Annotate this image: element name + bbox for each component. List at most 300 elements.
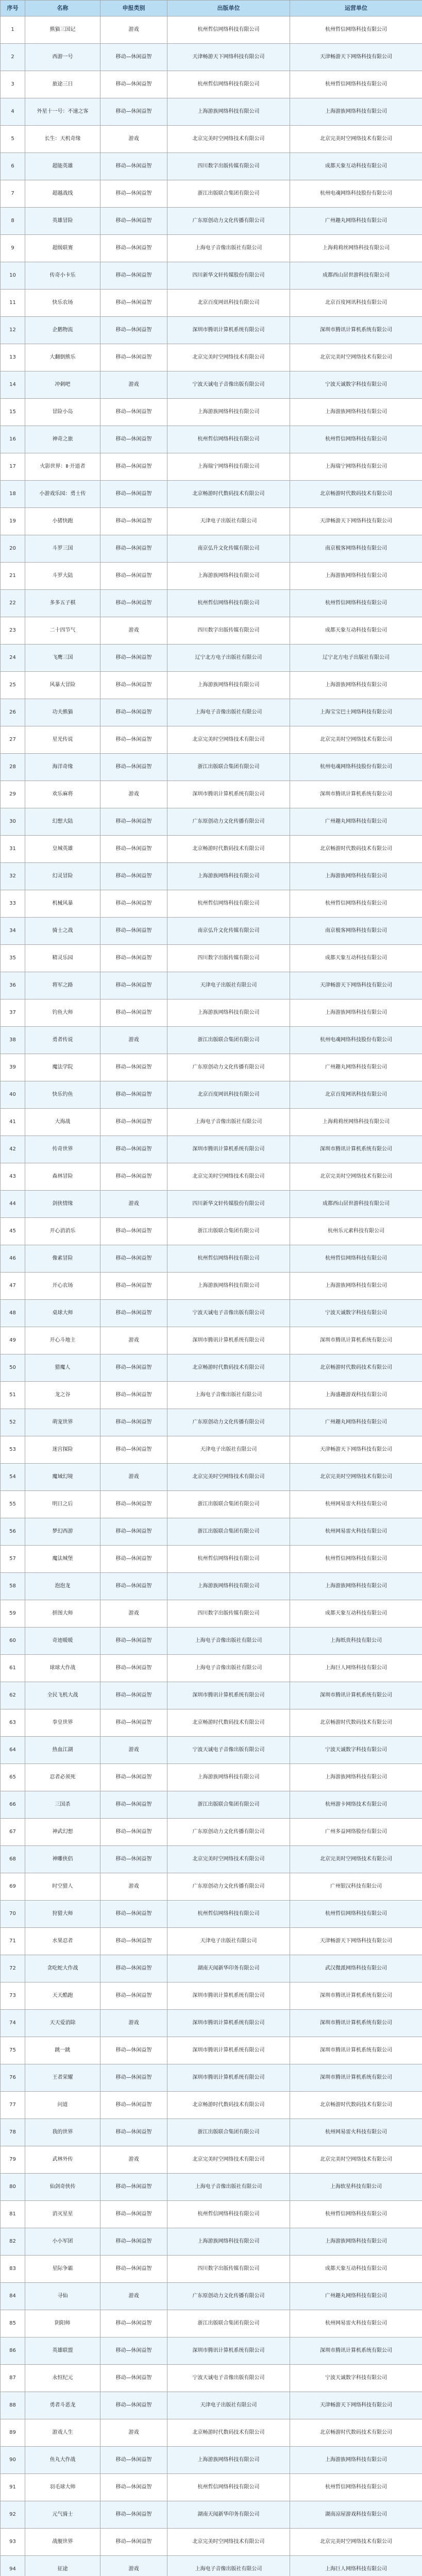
cell-category: 游戏	[100, 617, 167, 645]
table-row	[1, 535, 422, 563]
table-row	[1, 2283, 422, 2310]
cell-publisher: 广东原创动力文化传播有限公司	[167, 2283, 290, 2310]
cell-category: 移动—休闲益智	[100, 317, 167, 344]
cell-category: 移动—休闲益智	[100, 208, 167, 235]
cell-publisher: 北京畅游时代数码技术有限公司	[167, 2419, 290, 2447]
cell-publisher: 上海游族网络科技有限公司	[167, 863, 290, 890]
cell-category: 移动—休闲益智	[100, 1273, 167, 1300]
cell-category: 游戏	[100, 2556, 167, 2576]
table-row	[1, 999, 422, 1027]
table-row	[1, 1382, 422, 1409]
cell-category: 移动—休闲益智	[100, 2529, 167, 2556]
cell-name: 桌球大师	[25, 1300, 100, 1327]
cell-index: 21	[1, 563, 25, 590]
table-row	[1, 71, 422, 98]
cell-publisher: 四川数字出版传媒有限公司	[167, 2256, 290, 2283]
cell-index: 5	[1, 126, 25, 153]
cell-category: 游戏	[100, 2419, 167, 2447]
cell-category: 游戏	[100, 2283, 167, 2310]
cell-index: 13	[1, 344, 25, 371]
cell-category: 移动—休闲益智	[100, 1382, 167, 1409]
table-row	[1, 2064, 422, 2092]
cell-publisher: 广东原创动力文化传播有限公司	[167, 208, 290, 235]
table-row	[1, 2556, 422, 2576]
cell-index: 11	[1, 290, 25, 317]
cell-publisher: 北京完美时空网络技术有限公司	[167, 126, 290, 153]
cell-publisher: 上海电子音像出版社有限公司	[167, 1382, 290, 1409]
cell-operator: 杭州哲信网络科技有限公司	[290, 71, 422, 98]
cell-operator: 北京完美时空网络技术有限公司	[290, 1846, 422, 1873]
cell-operator: 北京完美时空网络技术有限公司	[290, 726, 422, 754]
table-row	[1, 2174, 422, 2201]
cell-publisher: 南京弘升文化传媒有限公司	[167, 918, 290, 945]
cell-operator: 宁波天诚数字科技有限公司	[290, 371, 422, 399]
table-row	[1, 945, 422, 972]
cell-name: 幻灵冒险	[25, 863, 100, 890]
cell-name: 星际争霸	[25, 2256, 100, 2283]
cell-publisher: 天津电子出版社有限公司	[167, 508, 290, 535]
table-row	[1, 180, 422, 208]
cell-publisher: 北京完美时空网络技术有限公司	[167, 1846, 290, 1873]
cell-index: 61	[1, 1655, 25, 1682]
table-row	[1, 1436, 422, 1464]
cell-category: 移动—休闲益智	[100, 918, 167, 945]
cell-operator: 北京完美时空网络技术有限公司	[290, 344, 422, 371]
cell-operator: 天津畅游天下网络科技有限公司	[290, 1436, 422, 1464]
cell-publisher: 北京畅游时代数码技术有限公司	[167, 1709, 290, 1737]
cell-publisher: 湖南天闻新华印务有限公司	[167, 2501, 290, 2529]
cell-category: 移动—休闲益智	[100, 699, 167, 726]
cell-category: 移动—休闲益智	[100, 2447, 167, 2474]
table-row	[1, 1819, 422, 1846]
table-row	[1, 672, 422, 699]
cell-category: 移动—休闲益智	[100, 2201, 167, 2228]
cell-index: 25	[1, 672, 25, 699]
cell-publisher: 深圳市腾讯计算机系统有限公司	[167, 1982, 290, 2010]
cell-category: 移动—休闲益智	[100, 2310, 167, 2337]
cell-index: 15	[1, 399, 25, 426]
cell-name: 永恒纪元	[25, 2365, 100, 2392]
cell-index: 63	[1, 1709, 25, 1737]
cell-category: 移动—休闲益智	[100, 2092, 167, 2119]
cell-category: 移动—休闲益智	[100, 1300, 167, 1327]
cell-publisher: 宁波天诚电子音像出版有限公司	[167, 1737, 290, 1764]
table-row	[1, 16, 422, 44]
cell-index: 53	[1, 1436, 25, 1464]
cell-index: 40	[1, 1081, 25, 1109]
cell-publisher: 上海电子音像出版社有限公司	[167, 2174, 290, 2201]
cell-category: 移动—休闲益智	[100, 2392, 167, 2419]
cell-name: 球球大作战	[25, 1655, 100, 1682]
cell-operator: 北京畅游时代数码技术有限公司	[290, 1354, 422, 1382]
cell-publisher: 南京弘升文化传媒有限公司	[167, 535, 290, 563]
cell-index: 43	[1, 1163, 25, 1191]
cell-operator: 广州趣丸网络科技有限公司	[290, 1054, 422, 1081]
cell-index: 70	[1, 1901, 25, 1928]
cell-operator: 南京极客网络科技有限公司	[290, 918, 422, 945]
cell-index: 7	[1, 180, 25, 208]
cell-publisher: 广东原创动力文化传播有限公司	[167, 808, 290, 836]
cell-operator: 天津畅游天下网络科技有限公司	[290, 44, 422, 71]
cell-name: 战舰世界	[25, 2529, 100, 2556]
cell-publisher: 杭州哲信网络科技有限公司	[167, 1546, 290, 1573]
cell-category: 移动—休闲益智	[100, 1109, 167, 1136]
cell-operator: 广州趣丸网络科技有限公司	[290, 1409, 422, 1436]
cell-index: 52	[1, 1409, 25, 1436]
cell-operator: 杭州哲信网络科技有限公司	[290, 1245, 422, 1273]
cell-operator: 北京百度网讯科技有限公司	[290, 290, 422, 317]
cell-category: 移动—休闲益智	[100, 999, 167, 1027]
cell-publisher: 浙江出版联合集团有限公司	[167, 180, 290, 208]
cell-category: 移动—休闲益智	[100, 262, 167, 290]
cell-publisher: 广东原创动力文化传播有限公司	[167, 1873, 290, 1901]
cell-name: 皇城英雄	[25, 836, 100, 863]
cell-category: 移动—休闲益智	[100, 645, 167, 672]
cell-operator: 杭州网易雷火科技有限公司	[290, 1518, 422, 1546]
cell-name: 萌宠世界	[25, 1409, 100, 1436]
cell-category: 移动—休闲益智	[100, 1054, 167, 1081]
cell-name: 外星十一号：不速之客	[25, 98, 100, 126]
cell-operator: 上海游族网络科技有限公司	[290, 2228, 422, 2256]
cell-name: 神雕侠侣	[25, 1846, 100, 1873]
cell-index: 65	[1, 1764, 25, 1791]
cell-category: 游戏	[100, 781, 167, 808]
cell-operator: 上海游族网络科技有限公司	[290, 399, 422, 426]
table-row	[1, 426, 422, 453]
table-row	[1, 2337, 422, 2365]
cell-index: 58	[1, 1573, 25, 1600]
cell-publisher: 北京百度网讯科技有限公司	[167, 1081, 290, 1109]
table-row	[1, 2447, 422, 2474]
cell-index: 23	[1, 617, 25, 645]
cell-index: 76	[1, 2064, 25, 2092]
header-index: 序号	[1, 1, 25, 16]
cell-index: 26	[1, 699, 25, 726]
cell-name: 天天爱消除	[25, 2010, 100, 2037]
cell-name: 仙剑奇侠传	[25, 2174, 100, 2201]
cell-category: 移动—休闲益智	[100, 2256, 167, 2283]
cell-publisher: 深圳市腾讯计算机系统有限公司	[167, 317, 290, 344]
cell-publisher: 辽宁北方电子出版社有限公司	[167, 645, 290, 672]
table-row	[1, 1928, 422, 1955]
cell-name: 小小军团	[25, 2228, 100, 2256]
cell-index: 18	[1, 481, 25, 508]
cell-category: 移动—休闲益智	[100, 1819, 167, 1846]
cell-index: 22	[1, 590, 25, 617]
cell-publisher: 上海游族网络科技有限公司	[167, 2228, 290, 2256]
cell-operator: 杭州电魂网络科技股份有限公司	[290, 1027, 422, 1054]
table-row	[1, 44, 422, 71]
cell-category: 移动—休闲益智	[100, 2064, 167, 2092]
cell-category: 游戏	[100, 1873, 167, 1901]
cell-publisher: 湖南天闻新华印务有限公司	[167, 1955, 290, 1982]
cell-index: 8	[1, 208, 25, 235]
header-category: 申报类别	[100, 1, 167, 16]
table-row	[1, 1846, 422, 1873]
cell-operator: 深圳市腾讯计算机系统有限公司	[290, 2064, 422, 2092]
cell-name: 神奇之旅	[25, 426, 100, 453]
cell-index: 93	[1, 2529, 25, 2556]
table-row	[1, 371, 422, 399]
cell-publisher: 北京完美时空网络技术有限公司	[167, 2529, 290, 2556]
cell-operator: 上海宝宝巴士网络科技有限公司	[290, 699, 422, 726]
cell-category: 移动—休闲益智	[100, 290, 167, 317]
table-row	[1, 1327, 422, 1354]
cell-publisher: 天津电子出版社有限公司	[167, 2392, 290, 2419]
cell-operator: 成都天象互动科技有限公司	[290, 153, 422, 180]
cell-index: 59	[1, 1600, 25, 1628]
table-row	[1, 2092, 422, 2119]
cell-operator: 上海巨人网络科技有限公司	[290, 2556, 422, 2576]
cell-index: 47	[1, 1273, 25, 1300]
cell-publisher: 广东原创动力文化传播有限公司	[167, 1054, 290, 1081]
cell-index: 77	[1, 2092, 25, 2119]
cell-operator: 上海游族网络科技有限公司	[290, 1573, 422, 1600]
cell-name: 传奇世界	[25, 1136, 100, 1163]
cell-publisher: 北京完美时空网络技术有限公司	[167, 344, 290, 371]
cell-operator: 上海纸贵科技有限公司	[290, 1628, 422, 1655]
cell-name: 斗罗大陆	[25, 563, 100, 590]
table-row	[1, 2529, 422, 2556]
cell-operator: 广州多益网络股份有限公司	[290, 1819, 422, 1846]
cell-index: 73	[1, 1982, 25, 2010]
table-row	[1, 1682, 422, 1709]
cell-category: 移动—休闲益智	[100, 808, 167, 836]
cell-category: 移动—休闲益智	[100, 1982, 167, 2010]
cell-publisher: 杭州哲信网络科技有限公司	[167, 16, 290, 44]
cell-index: 14	[1, 371, 25, 399]
cell-name: 欢乐麻将	[25, 781, 100, 808]
cell-publisher: 四川新华文轩传媒股份有限公司	[167, 1191, 290, 1218]
cell-publisher: 上海游族网络科技有限公司	[167, 672, 290, 699]
table-row	[1, 1491, 422, 1518]
table-row	[1, 2419, 422, 2447]
cell-category: 移动—休闲益智	[100, 2337, 167, 2365]
cell-name: 传奇小卡乐	[25, 262, 100, 290]
cell-index: 1	[1, 16, 25, 44]
table-row	[1, 1191, 422, 1218]
cell-name: 拼图大师	[25, 1600, 100, 1628]
cell-operator: 深圳市腾讯计算机系统有限公司	[290, 1136, 422, 1163]
cell-index: 37	[1, 999, 25, 1027]
cell-index: 20	[1, 535, 25, 563]
cell-name: 游戏人生	[25, 2419, 100, 2447]
cell-operator: 成都天象互动科技有限公司	[290, 617, 422, 645]
table-row	[1, 2146, 422, 2174]
cell-name: 武林外传	[25, 2146, 100, 2174]
cell-operator: 宁波天诚数字科技有限公司	[290, 1737, 422, 1764]
table-row	[1, 2201, 422, 2228]
cell-index: 19	[1, 508, 25, 535]
cell-publisher: 杭州哲信网络科技有限公司	[167, 1901, 290, 1928]
cell-index: 36	[1, 972, 25, 999]
cell-operator: 北京畅游时代数码技术有限公司	[290, 481, 422, 508]
cell-category: 移动—休闲益智	[100, 180, 167, 208]
cell-category: 移动—休闲益智	[100, 1573, 167, 1600]
cell-operator: 天津畅游天下网络科技有限公司	[290, 2392, 422, 2419]
cell-publisher: 上海游族网络科技有限公司	[167, 2447, 290, 2474]
cell-category: 移动—休闲益智	[100, 1518, 167, 1546]
table-row	[1, 2010, 422, 2037]
cell-category: 移动—休闲益智	[100, 1846, 167, 1873]
cell-index: 88	[1, 2392, 25, 2419]
table-row	[1, 2474, 422, 2501]
table-row	[1, 1873, 422, 1901]
cell-operator: 上海盛趣游戏科技有限公司	[290, 1382, 422, 1409]
cell-operator: 深圳市腾讯计算机系统有限公司	[290, 317, 422, 344]
cell-operator: 杭州哲信网络科技有限公司	[290, 2201, 422, 2228]
cell-index: 31	[1, 836, 25, 863]
cell-publisher: 北京畅游时代数码技术有限公司	[167, 2092, 290, 2119]
cell-name: 二十四节气	[25, 617, 100, 645]
cell-name: 火影世界：Ⅱ·开道者	[25, 453, 100, 481]
cell-category: 移动—休闲益智	[100, 2365, 167, 2392]
cell-operator: 北京完美时空网络技术有限公司	[290, 1464, 422, 1491]
cell-publisher: 四川数字出版传媒有限公司	[167, 1600, 290, 1628]
cell-category: 移动—休闲益智	[100, 836, 167, 863]
cell-operator: 杭州游卡网络技术有限公司	[290, 1791, 422, 1819]
cell-publisher: 四川新华文轩传媒股份有限公司	[167, 262, 290, 290]
cell-publisher: 宁波天诚电子音像出版有限公司	[167, 1300, 290, 1327]
table-row	[1, 2392, 422, 2419]
table-row	[1, 1163, 422, 1191]
cell-operator: 杭州哲信网络科技有限公司	[290, 16, 422, 44]
cell-name: 问道	[25, 2092, 100, 2119]
cell-publisher: 四川数字出版传媒有限公司	[167, 945, 290, 972]
cell-publisher: 天津畅游天下网络科技有限公司	[167, 44, 290, 71]
cell-name: 星光传说	[25, 726, 100, 754]
cell-name: 神武幻想	[25, 1819, 100, 1846]
cell-name: 像素冒险	[25, 1245, 100, 1273]
header-operator: 运营单位	[290, 1, 422, 16]
cell-index: 81	[1, 2201, 25, 2228]
cell-name: 冲刺吧	[25, 371, 100, 399]
cell-operator: 杭州哲信网络科技有限公司	[290, 590, 422, 617]
table-row	[1, 1081, 422, 1109]
cell-name: 贪吃蛇大作战	[25, 1955, 100, 1982]
cell-category: 移动—休闲益智	[100, 945, 167, 972]
cell-publisher: 杭州哲信网络科技有限公司	[167, 1245, 290, 1273]
cell-publisher: 上海游族网络科技有限公司	[167, 98, 290, 126]
cell-index: 12	[1, 317, 25, 344]
table-row	[1, 1518, 422, 1546]
cell-index: 68	[1, 1846, 25, 1873]
cell-operator: 杭州哲信网络科技有限公司	[290, 890, 422, 918]
cell-category: 移动—休闲益智	[100, 1709, 167, 1737]
cell-category: 移动—休闲益智	[100, 2119, 167, 2146]
cell-name: 开心消消乐	[25, 1218, 100, 1245]
cell-name: 钓鱼大师	[25, 999, 100, 1027]
cell-operator: 辽宁北方电子出版社有限公司	[290, 645, 422, 672]
cell-category: 移动—休闲益智	[100, 344, 167, 371]
cell-index: 34	[1, 918, 25, 945]
cell-category: 游戏	[100, 1600, 167, 1628]
cell-index: 84	[1, 2283, 25, 2310]
cell-publisher: 杭州哲信网络科技有限公司	[167, 2474, 290, 2501]
cell-publisher: 浙江出版联合集团有限公司	[167, 1027, 290, 1054]
cell-category: 移动—休闲益智	[100, 44, 167, 71]
cell-publisher: 深圳市腾讯计算机系统有限公司	[167, 1136, 290, 1163]
cell-publisher: 深圳市腾讯计算机系统有限公司	[167, 781, 290, 808]
cell-operator: 武汉微派网络科技有限公司	[290, 1955, 422, 1982]
cell-category: 移动—休闲益智	[100, 1354, 167, 1382]
cell-name: 小游戏乐园：勇士传	[25, 481, 100, 508]
table-row	[1, 563, 422, 590]
cell-name: 全民飞机大战	[25, 1682, 100, 1709]
cell-publisher: 天津电子出版社有限公司	[167, 1928, 290, 1955]
cell-index: 75	[1, 2037, 25, 2064]
cell-index: 17	[1, 453, 25, 481]
cell-name: 多多五子棋	[25, 590, 100, 617]
cell-operator: 成都西山居世游科技有限公司	[290, 1191, 422, 1218]
cell-category: 移动—休闲益智	[100, 2501, 167, 2529]
cell-index: 2	[1, 44, 25, 71]
cell-index: 30	[1, 808, 25, 836]
table-row	[1, 808, 422, 836]
cell-name: 快乐农场	[25, 290, 100, 317]
cell-name: 时空猎人	[25, 1873, 100, 1901]
cell-publisher: 北京完美时空网络技术有限公司	[167, 726, 290, 754]
cell-publisher: 上海电子音像出版社有限公司	[167, 1109, 290, 1136]
cell-operator: 宁波天诚数字科技有限公司	[290, 1300, 422, 1327]
cell-index: 38	[1, 1027, 25, 1054]
cell-operator: 深圳市腾讯计算机系统有限公司	[290, 2010, 422, 2037]
header-name: 名称	[25, 1, 100, 16]
cell-name: 长生：天机奇缘	[25, 126, 100, 153]
cell-publisher: 深圳市腾讯计算机系统有限公司	[167, 1327, 290, 1354]
cell-index: 46	[1, 1245, 25, 1273]
table-row	[1, 836, 422, 863]
table-row	[1, 918, 422, 945]
cell-operator: 深圳市腾讯计算机系统有限公司	[290, 2337, 422, 2365]
cell-category: 移动—休闲益智	[100, 1955, 167, 1982]
cell-publisher: 浙江出版联合集团有限公司	[167, 1218, 290, 1245]
cell-name: 梦幻西游	[25, 1518, 100, 1546]
cell-operator: 上海瑞宁网络科技有限公司	[290, 453, 422, 481]
cell-category: 移动—休闲益智	[100, 1136, 167, 1163]
cell-index: 89	[1, 2419, 25, 2447]
cell-name: 剑侠情缘	[25, 1191, 100, 1218]
cell-publisher: 杭州哲信网络科技有限公司	[167, 590, 290, 617]
cell-operator: 杭州电魂网络科技股份有限公司	[290, 180, 422, 208]
table-row	[1, 453, 422, 481]
cell-name: 勇者传说	[25, 1027, 100, 1054]
cell-name: 开心农场	[25, 1273, 100, 1300]
table-row	[1, 1054, 422, 1081]
cell-operator: 杭州哲信网络科技有限公司	[290, 1546, 422, 1573]
cell-operator: 上海莉莉丝网络科技有限公司	[290, 235, 422, 262]
cell-index: 92	[1, 2501, 25, 2529]
table-row	[1, 781, 422, 808]
cell-operator: 上海游族网络科技有限公司	[290, 98, 422, 126]
cell-category: 移动—休闲益智	[100, 1218, 167, 1245]
table-row	[1, 508, 422, 535]
cell-operator: 天津畅游天下网络科技有限公司	[290, 508, 422, 535]
cell-name: 超级联赛	[25, 235, 100, 262]
cell-name: 旅途三日	[25, 71, 100, 98]
table-row	[1, 1600, 422, 1628]
cell-publisher: 深圳市腾讯计算机系统有限公司	[167, 2010, 290, 2037]
cell-index: 24	[1, 645, 25, 672]
cell-name: 英雄冒险	[25, 208, 100, 235]
cell-publisher: 上海游族网络科技有限公司	[167, 399, 290, 426]
cell-name: 羽毛球大师	[25, 2474, 100, 2501]
cell-name: 拳皇世界	[25, 1709, 100, 1737]
cell-publisher: 上海电子音像出版社有限公司	[167, 699, 290, 726]
cell-operator: 杭州乐元素科技有限公司	[290, 1218, 422, 1245]
table-row	[1, 1655, 422, 1682]
cell-operator: 杭州电魂网络科技股份有限公司	[290, 754, 422, 781]
